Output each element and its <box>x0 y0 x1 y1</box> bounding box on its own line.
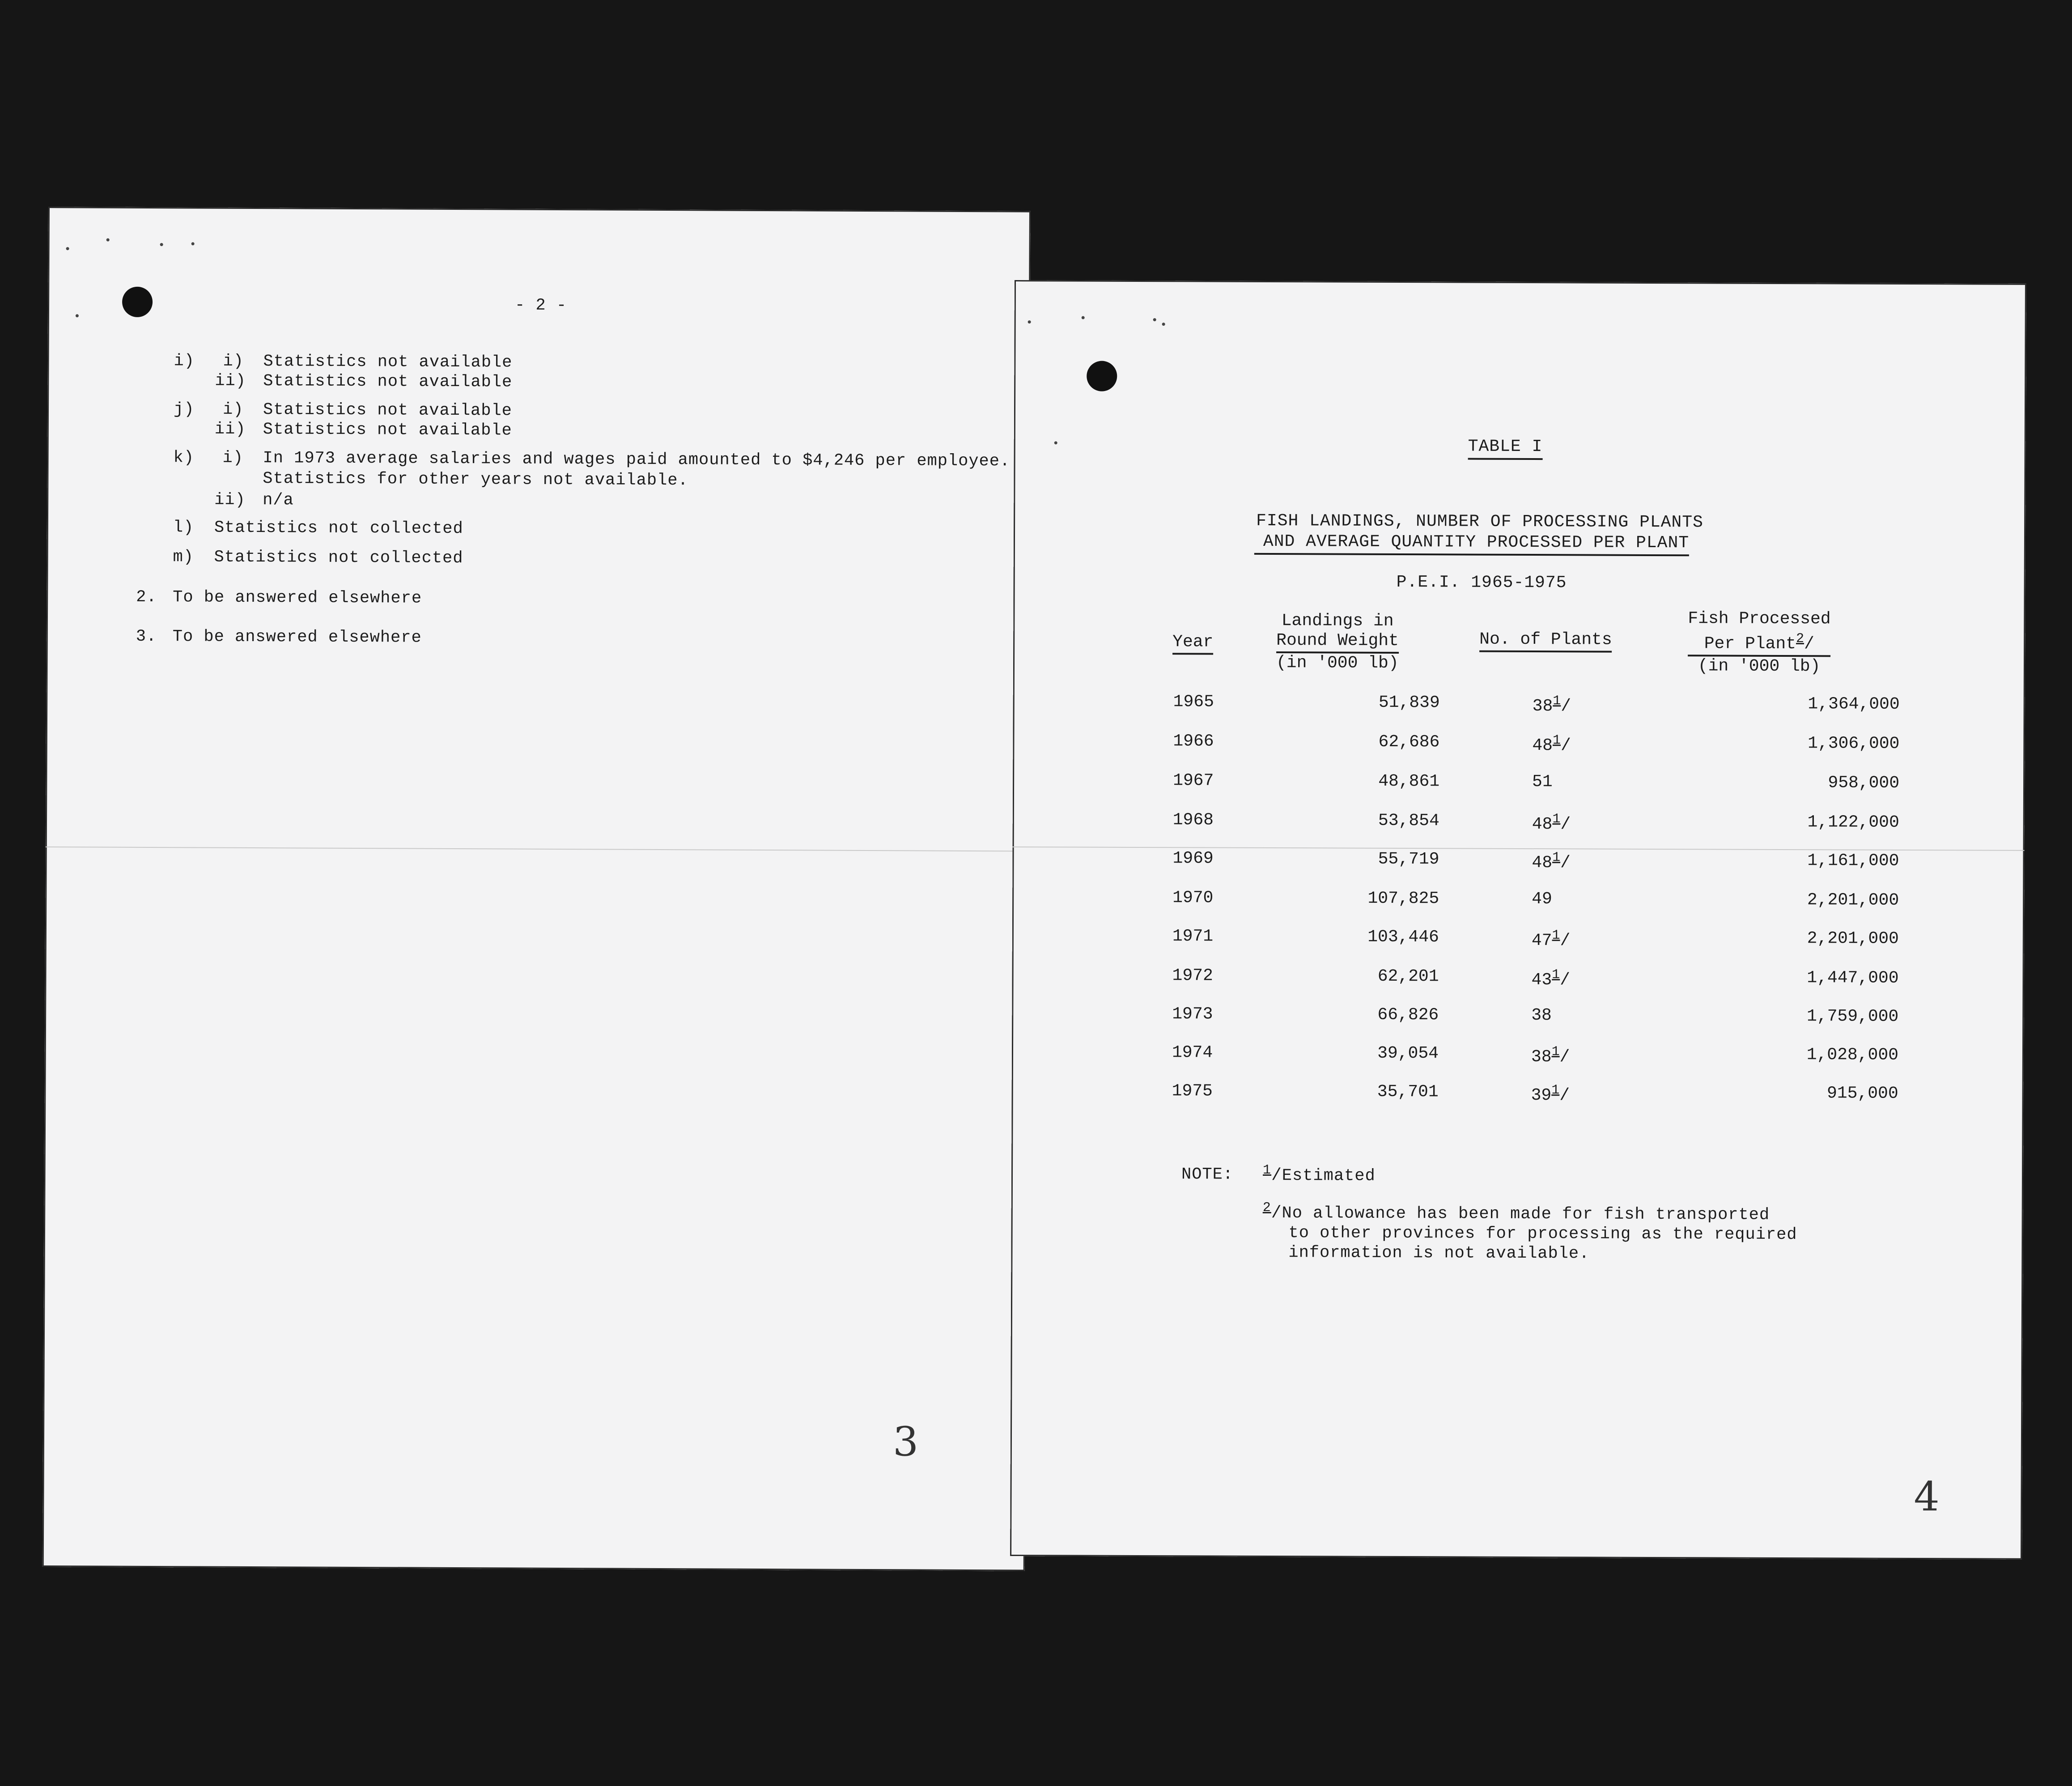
header-processed-line2-text: Per Plant <box>1704 634 1796 654</box>
footnote-mark: 1 <box>1552 967 1560 983</box>
cell-plants <box>1531 1044 1570 1067</box>
footnote-mark: 2 <box>1796 631 1805 647</box>
cell-year: 1966 <box>1173 731 1214 751</box>
table-title-line1: FISH LANDINGS, NUMBER OF PROCESSING PLANTS <box>1256 511 1703 532</box>
cell-plants <box>1532 850 1571 872</box>
cell-year: 1967 <box>1173 771 1214 791</box>
cell-plants <box>1531 1006 1552 1025</box>
footnote-slash: / <box>1271 1203 1282 1223</box>
footnote-mark: 1 <box>1552 812 1561 827</box>
cell-landings: 62,686 <box>1378 732 1440 752</box>
table-title-line2: AND AVERAGE QUANTITY PROCESSED PER PLANT <box>1254 532 1689 556</box>
table-row <box>1013 731 2025 774</box>
cell-landings: 53,854 <box>1378 811 1439 831</box>
table-row <box>1011 1081 2023 1124</box>
footnote-slash: / <box>1559 1047 1570 1067</box>
item-sub: i) <box>222 448 244 468</box>
speck <box>66 247 69 250</box>
left-page <box>42 207 1031 1571</box>
note-1-text: Estimated <box>1282 1166 1376 1186</box>
item-text: In 1973 average salaries and wages paid amounted to $4,246 per employee. <box>263 449 1011 471</box>
footnote-mark: 1 <box>1551 1083 1560 1098</box>
note-2-line1-text: No allowance has been made for fish transported <box>1282 1204 1770 1225</box>
cell-landings: 62,201 <box>1377 966 1439 987</box>
footnote-slash: / <box>1559 1086 1570 1106</box>
cell-year: 1974 <box>1172 1043 1213 1063</box>
plants-value: 51 <box>1532 772 1553 792</box>
plants-value: 48 <box>1532 853 1553 873</box>
footnote-slash: / <box>1560 815 1571 834</box>
plants-value: 48 <box>1532 815 1553 834</box>
cell-plants <box>1531 1083 1570 1105</box>
plants-value: 39 <box>1531 1086 1552 1106</box>
cell-processed: 1,122,000 <box>1807 812 1899 832</box>
footnote-slash: / <box>1561 697 1571 716</box>
plants-value: 38 <box>1531 1047 1552 1067</box>
page-number: - 2 - <box>514 296 567 315</box>
footnote-slash: / <box>1271 1166 1282 1186</box>
speck <box>106 238 110 242</box>
item-sub: ii) <box>214 420 246 439</box>
note-2-line1 <box>1263 1198 1797 1225</box>
speck <box>160 243 163 246</box>
plants-value: 49 <box>1532 889 1552 909</box>
cell-plants <box>1532 772 1553 791</box>
item-text: n/a <box>263 491 294 510</box>
header-processed-line1: Fish Processed <box>1688 609 1831 629</box>
cell-processed: 1,364,000 <box>1808 694 1900 714</box>
cell-plants <box>1532 889 1552 909</box>
table-subtitle: P.E.I. 1965-1975 <box>1396 572 1567 593</box>
cell-plants <box>1532 733 1571 755</box>
cell-processed: 2,201,000 <box>1807 929 1899 948</box>
cell-plants <box>1532 812 1571 834</box>
speck <box>76 314 79 317</box>
header-landings-line1: Landings in <box>1281 611 1394 631</box>
cell-processed: 2,201,000 <box>1807 890 1899 910</box>
footnote-mark: 1 <box>1553 693 1561 709</box>
cell-year: 1968 <box>1172 810 1214 830</box>
item-text: Statistics not collected <box>214 518 463 539</box>
speck <box>191 242 195 245</box>
note-2-line3: information is not available. <box>1288 1243 1590 1263</box>
table-row <box>1012 888 2024 931</box>
speck <box>1162 323 1165 326</box>
footnote-slash: / <box>1560 931 1571 951</box>
header-landings-line2: Round Weight <box>1276 631 1399 654</box>
handwritten-page-number: 4 <box>1914 1473 1940 1521</box>
speck <box>1028 320 1031 323</box>
plants-value: 47 <box>1531 931 1552 951</box>
numbered-text: To be answered elsewhere <box>172 627 422 647</box>
item-marker: i) <box>174 352 195 371</box>
speck <box>1082 316 1085 319</box>
cell-year: 1970 <box>1172 888 1214 908</box>
cell-year: 1973 <box>1172 1004 1213 1024</box>
table-row <box>1013 810 2025 853</box>
cell-processed: 1,028,000 <box>1806 1045 1899 1065</box>
cell-year: 1972 <box>1172 966 1213 986</box>
item-text: Statistics for other years not available. <box>263 469 688 490</box>
header-year: Year <box>1172 632 1213 655</box>
footnote-mark: 2 <box>1262 1200 1271 1216</box>
cell-processed: 1,759,000 <box>1806 1007 1899 1026</box>
punch-hole <box>1087 361 1117 391</box>
cell-processed: 915,000 <box>1826 1084 1898 1103</box>
table-row <box>1012 1004 2024 1047</box>
footnote-slash: / <box>1560 853 1571 873</box>
item-marker: m) <box>173 548 194 567</box>
item-sub: ii) <box>214 490 246 510</box>
cell-processed: 958,000 <box>1828 773 1900 793</box>
item-sub: ii) <box>215 371 246 391</box>
header-processed-line2 <box>1688 629 1830 657</box>
cell-landings: 66,826 <box>1377 1005 1439 1025</box>
item-text: Statistics not available <box>263 352 513 372</box>
item-marker: l) <box>173 518 194 537</box>
cell-landings: 48,861 <box>1378 771 1440 791</box>
table-row <box>1012 848 2024 891</box>
cell-year: 1969 <box>1172 849 1214 868</box>
item-text: Statistics not available <box>263 372 513 392</box>
cell-landings: 35,701 <box>1377 1082 1439 1102</box>
cell-landings: 39,054 <box>1377 1043 1439 1063</box>
page-fold-line <box>46 846 1028 852</box>
footnote-mark: 1 <box>1551 1044 1560 1060</box>
numbered-marker: 3. <box>136 627 157 646</box>
note-2 <box>1262 1198 1797 1264</box>
cell-plants <box>1532 928 1571 950</box>
cell-year: 1965 <box>1173 692 1214 712</box>
cell-processed: 1,306,000 <box>1808 734 1900 753</box>
cell-processed: 1,161,000 <box>1807 851 1899 871</box>
punch-hole <box>122 287 153 317</box>
footnote-mark: 1 <box>1552 850 1561 866</box>
footnote-slash: / <box>1804 634 1814 654</box>
cell-landings: 55,719 <box>1378 849 1439 869</box>
header-processed-line3: (in '000 lb) <box>1698 656 1821 676</box>
table-row <box>1012 965 2024 1008</box>
table-row <box>1012 926 2024 969</box>
cell-year: 1971 <box>1172 927 1214 946</box>
numbered-marker: 2. <box>136 587 157 607</box>
cell-processed: 1,447,000 <box>1807 968 1899 988</box>
cell-landings: 103,446 <box>1367 927 1439 947</box>
note-label: NOTE: <box>1181 1165 1234 1184</box>
footnote-slash: / <box>1560 736 1571 756</box>
footnote-mark: 1 <box>1552 928 1560 944</box>
footnote-slash: / <box>1560 970 1571 990</box>
cell-plants <box>1533 693 1571 716</box>
table-row <box>1013 770 2025 813</box>
cell-landings: 107,825 <box>1367 889 1439 909</box>
table-row <box>1012 1042 2024 1085</box>
speck <box>1153 318 1156 321</box>
item-text: Statistics not available <box>263 400 513 421</box>
item-text: Statistics not available <box>263 420 512 440</box>
handwritten-page-number: 3 <box>892 1418 919 1466</box>
right-page <box>1010 280 2026 1560</box>
table-label: TABLE I <box>1468 437 1543 460</box>
cell-plants <box>1531 967 1570 990</box>
speck <box>1054 441 1057 444</box>
header-landings-line3: (in '000 lb) <box>1276 653 1399 673</box>
table-row <box>1013 692 2025 735</box>
plants-value: 38 <box>1531 1006 1552 1025</box>
header-landings <box>1276 611 1399 673</box>
item-sub: i) <box>223 352 244 371</box>
cell-year: 1975 <box>1172 1081 1213 1101</box>
footnote-mark: 1 <box>1552 733 1561 748</box>
item-text: Statistics not collected <box>214 548 463 568</box>
plants-value: 48 <box>1532 736 1553 756</box>
note-2-line2: to other provinces for processing as the required <box>1288 1224 1797 1245</box>
item-marker: j) <box>173 400 195 419</box>
plants-value: 43 <box>1531 970 1552 990</box>
plants-value: 38 <box>1532 697 1553 716</box>
cell-landings: 51,839 <box>1378 693 1440 713</box>
footnote-mark: 1 <box>1262 1162 1272 1178</box>
item-marker: k) <box>173 448 195 468</box>
numbered-text: To be answered elsewhere <box>173 588 422 608</box>
item-sub: i) <box>222 400 244 419</box>
header-processed <box>1688 609 1831 676</box>
note-1 <box>1263 1161 1376 1186</box>
header-plants: No. of Plants <box>1479 630 1612 653</box>
